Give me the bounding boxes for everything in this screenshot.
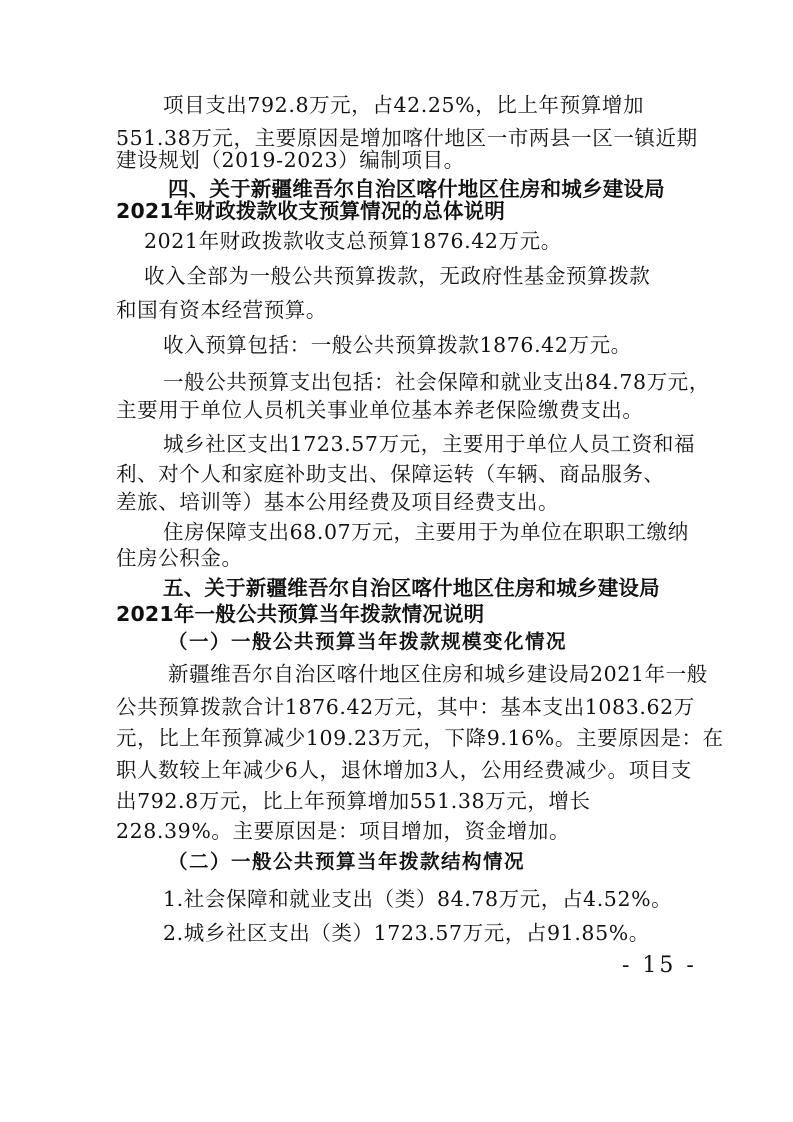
page-number: - 15 - bbox=[622, 953, 697, 978]
section-heading-4-line-2: 2021年财政拨款收支预算情况的总体说明 bbox=[116, 199, 506, 223]
section-heading-5-line-2: 2021年一般公共预算当年拨款情况说明 bbox=[116, 602, 485, 626]
body-line-21: 公共预算拨款合计1876.42万元，其中：基本支出1083.62万 bbox=[116, 695, 695, 719]
body-line-3: 建设规划（2019-2023）编制项目。 bbox=[116, 148, 465, 172]
body-line-11: 主要用于单位人员机关事业单位基本养老保险缴费支出。 bbox=[116, 398, 644, 422]
subheading-1: （一）一般公共预算当年拨款规模变化情况 bbox=[168, 630, 568, 653]
section-heading-5-line-1: 五、关于新疆维吾尔自治区喀什地区住房和城乡建设局 bbox=[163, 576, 660, 600]
body-line-24: 出792.8万元，比上年预算增加551.38万元，增长 bbox=[116, 789, 591, 813]
body-line-22: 元，比上年预算减少109.23万元，下降9.16%。主要原因是：在 bbox=[116, 726, 724, 750]
body-line-12: 城乡社区支出1723.57万元，主要用于单位人员工资和福 bbox=[163, 432, 696, 456]
body-line-9: 收入预算包括：一般公共预算拨款1876.42万元。 bbox=[163, 333, 632, 357]
body-line-7: 收入全部为一般公共预算拨款，无政府性基金预算拨款 bbox=[144, 264, 651, 288]
body-line-14: 差旅、培训等）基本公用经费及项目经费支出。 bbox=[116, 490, 560, 514]
body-line-6: 2021年财政拨款收支总预算1876.42万元。 bbox=[144, 229, 562, 253]
body-line-16: 住房公积金。 bbox=[116, 546, 243, 570]
body-line-15: 住房保障支出68.07万元，主要用于为单位在职职工缴纳 bbox=[163, 520, 689, 544]
body-line-20: 新疆维吾尔自治区喀什地区住房和城乡建设局2021年一般 bbox=[168, 662, 708, 686]
body-line-28: 2.城乡社区支出（类）1723.57万元，占91.85%。 bbox=[163, 921, 650, 945]
body-line-8: 和国有资本经营预算。 bbox=[116, 298, 327, 322]
subheading-2: （二）一般公共预算当年拨款结构情况 bbox=[168, 850, 526, 873]
section-heading-4-line-1: 四、关于新疆维吾尔自治区喀什地区住房和城乡建设局 bbox=[168, 177, 665, 201]
body-line-1: 项目支出792.8万元，占42.25%，比上年预算增加 bbox=[163, 93, 645, 117]
body-line-13: 利、对个人和家庭补助支出、保障运转（车辆、商品服务、 bbox=[116, 462, 665, 486]
body-line-27: 1.社会保障和就业支出（类）84.78万元，占4.52%。 bbox=[163, 887, 673, 911]
body-line-25: 228.39%。主要原因是：项目增加，资金增加。 bbox=[116, 819, 571, 843]
body-line-10: 一般公共预算支出包括：社会保障和就业支出84.78万元， bbox=[163, 370, 710, 394]
body-line-23: 职人数较上年减少6人，退休增加3人，公用经费减少。项目支 bbox=[116, 758, 692, 782]
body-line-2: 551.38万元，主要原因是增加喀什地区一市两县一区一镇近期 bbox=[116, 126, 698, 150]
